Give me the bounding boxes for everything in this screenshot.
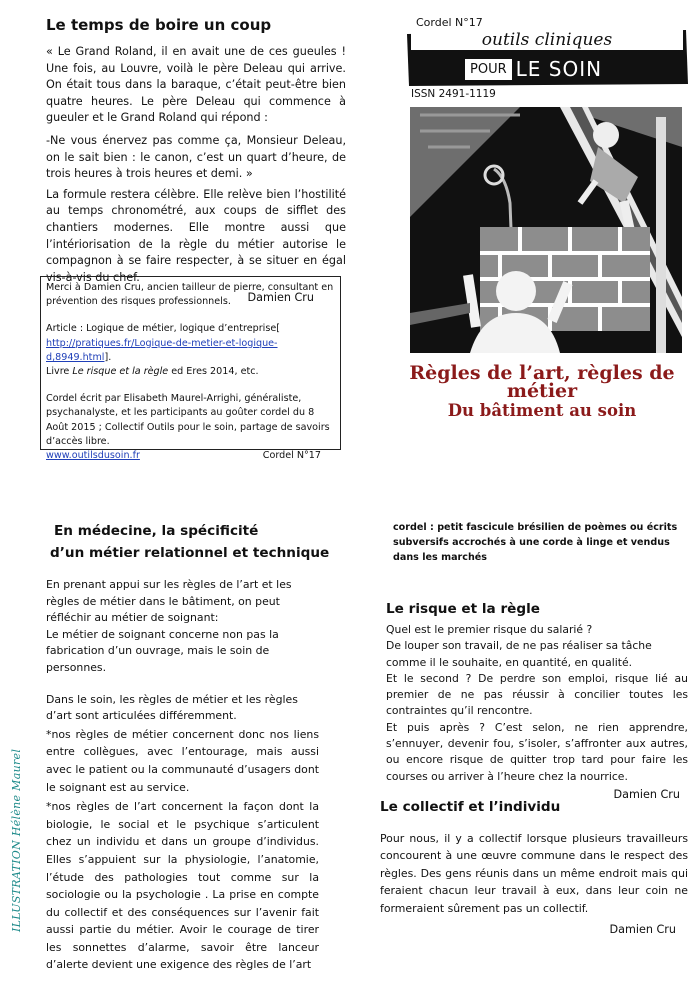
risque-answer-1: De louper son travail, de ne pas réaliser sa tâche comme il le souhaite, en quantité, en qualité. (386, 639, 652, 669)
collectif-signature: Damien Cru (609, 923, 676, 937)
medecine-p5: *nos règles de l’art concernent la façon dont la biologie, le social et le psychique s’articulent chez un individu et dans un groupe d’individus. Elles s’appuient sur la physiologie, l’anatomie, l’étude des pathologies tout comme sur la sociologie ou la psychologie . La prise en compte du collectif et des conséquences sur l’avenir fait aussi partie du métier. Avoir le courage de tirer les sonnettes d’alarme, savoir être lanceur d’alerte devient une exigence des règles de l’art (46, 800, 319, 972)
collectif-article (380, 830, 688, 938)
credits-book: Livre Le risque et la règle ed Eres 2014, etc. (46, 366, 259, 378)
credits-article: Article : Logique de métier, logique d’entreprise[ http://pratiques.fr/Logique-de-metier-et-logique-d,8949.html]. (46, 323, 280, 363)
credits-thanks: Merci à Damien Cru, ancien tailleur de pierre, consultant en prévention des risques professionnels. (46, 282, 334, 308)
main-subtitle: Du bâtiment au soin (447, 401, 637, 420)
credits-cordel: Cordel écrit par Elisabeth Maurel-Arrighi, généraliste, psychanalyste, et les participants au goûter cordel du 8 Août 2015 ; Collectif Outils pour le soin, partage de savoirs d’accès libre. (46, 393, 330, 447)
illustration-credit: ILLUSTRATION Hélène Maurel (10, 748, 23, 932)
issn-label: ISSN 2491-1119 (411, 88, 496, 100)
risque-heading: Le risque et la règle (386, 601, 540, 617)
medecine-heading-line-1: En médecine, la spécificité (54, 523, 259, 539)
main-title-line-1: Règles de l’art, règles de (409, 362, 675, 384)
temps-paragraph-3: La formule restera célèbre. Elle relève bien l’hostilité au temps chronométré, aux coups de sifflet des chantiers modernes. Elle montre aussi que l’intériorisation de la règle du métier autorise le compagnon à se faire respecter, à se situer en égal vis-à-vis du chef. (46, 187, 346, 284)
woodcut-illustration (410, 107, 682, 353)
collectif-text: Pour nous, il y a collectif lorsque plusieurs travailleurs concourent à une œuvre commune dans le respect des règles. Des gens réunis dans un même endroit mais qui feraient chacun leur travail à eux, dans leur coin ne formeraient sûrement pas un collectif. (380, 832, 688, 915)
medecine-heading-line-2: d’un métier relationnel et technique (50, 545, 330, 561)
credits-footer (46, 449, 335, 463)
main-title (392, 364, 692, 420)
logo-banner (403, 28, 690, 88)
medecine-p2: Le métier de soignant concerne non pas la fabrication d’un ouvrage, mais le soin de personnes. (46, 627, 279, 674)
medecine-p4: *nos règles de métier concernent donc nos liens entre collègues, avec l’entourage, mais aussi avec le patient ou la communauté d’usagers dont le soignant est au service. (46, 727, 319, 794)
credits-cordel-number: Cordel N°17 (262, 450, 321, 462)
temps-signature: Damien Cru (247, 291, 314, 305)
credits-box (40, 276, 341, 462)
risque-answer-2: Et le second ? De perdre son emploi, risque lié au premier de ne pas réussir à concilier toutes les contraintes qu’il rencontre. (386, 671, 688, 718)
risque-answer-3: Et puis après ? C’est selon, ne rien apprendre, s’ennuyer, devenir fou, s’isoler, s’affronter aux autres, ou encore risque de quitter trop tard pour faire les courses ou arriver à l’heure chez la nourrice. (386, 720, 688, 783)
main-title-line-2: métier (506, 380, 578, 402)
temps-paragraph-2: -Ne vous énervez pas comme ça, Monsieur Deleau, on le sait bien : le canon, c’est un quart d’heure, de trois heures à trois heures et demi. » (46, 133, 346, 181)
medecine-p1: En prenant appui sur les règles de l’art et les règles de métier dans le bâtiment, on peut réfléchir au métier de soignant: (46, 578, 292, 625)
collectif-heading: Le collectif et l’individu (380, 799, 561, 815)
risque-article (386, 622, 688, 803)
temps-heading: Le temps de boire un coup (46, 16, 272, 34)
medecine-heading (50, 520, 329, 564)
cordel-number-label: Cordel N°17 (416, 16, 483, 29)
temps-paragraph-1: « Le Grand Roland, il en avait une de ces gueules ! Une fois, au Louvre, voilà le père Deleau qui arrive. On était tous dans la baraque, c’était peut-être bien quatre heures. Le père Deleau qui commence à gueuler et le Grand Roland qui répond : (46, 45, 346, 125)
cordel-definition: cordel : petit fascicule brésilien de poèmes ou écrits subversifs accrochés à une corde à linge et vendus dans les marchés (393, 522, 678, 563)
risque-question: Quel est le premier risque du salarié ? (386, 623, 593, 636)
logo-le-soin: LE SOIN (515, 57, 603, 81)
medecine-article (46, 577, 319, 974)
woodcut-image (410, 107, 682, 353)
logo-line-2 (465, 56, 602, 82)
logo-line-1: outils cliniques (411, 30, 683, 50)
temps-article (46, 44, 346, 307)
logo-pour: POUR (465, 59, 512, 80)
medecine-p3: Dans le soin, les règles de métier et les règles d’art sont articulées différemment. (46, 692, 298, 723)
website-link[interactable]: www.outilsdusoin.fr (46, 450, 140, 462)
article-link[interactable]: http://pratiques.fr/Logique-de-metier-et-logique-d,8949.html (46, 337, 278, 363)
risque-signature: Damien Cru (613, 787, 680, 801)
